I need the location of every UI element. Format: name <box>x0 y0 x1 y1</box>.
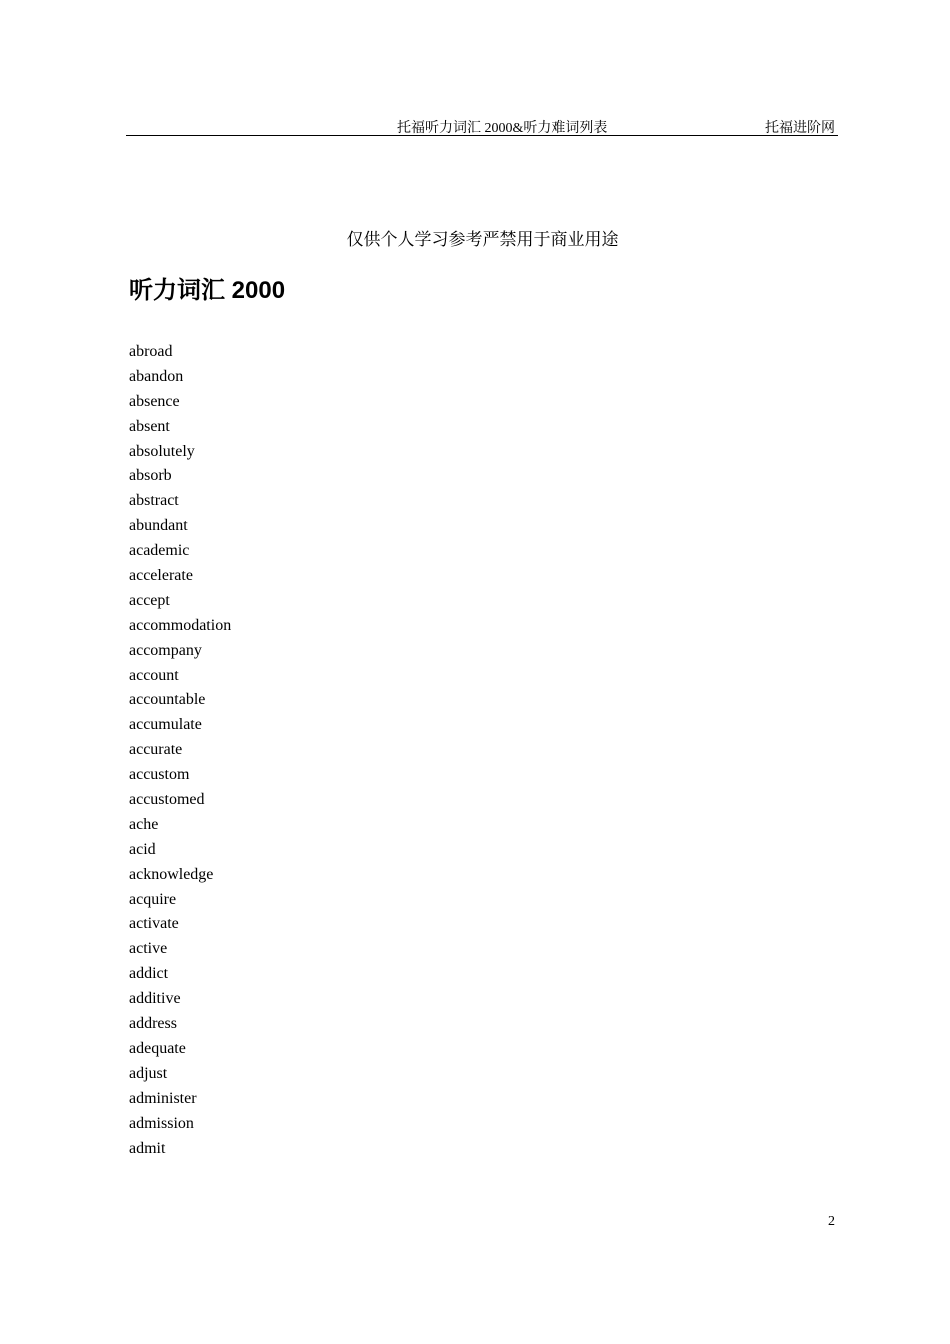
vocabulary-word: acid <box>129 840 156 858</box>
vocabulary-word: adequate <box>129 1039 186 1057</box>
vocabulary-word: active <box>129 940 168 958</box>
vocabulary-word: accelerate <box>129 567 193 585</box>
vocabulary-word: admission <box>129 1114 194 1132</box>
header-document-title: 托福听力词汇 2000&听力难词列表 <box>397 121 608 136</box>
vocabulary-word: accurate <box>129 741 183 759</box>
vocabulary-word: ache <box>129 815 159 833</box>
vocabulary-word: accumulate <box>129 716 202 734</box>
vocabulary-word: abandon <box>129 367 184 385</box>
vocabulary-list <box>129 340 231 1161</box>
vocabulary-word: accountable <box>129 691 206 709</box>
vocabulary-word: adjust <box>129 1064 168 1082</box>
vocabulary-word: absorb <box>129 467 172 485</box>
page-number: 2 <box>828 1214 835 1229</box>
vocabulary-word: accommodation <box>129 616 232 634</box>
vocabulary-word: accustom <box>129 766 190 784</box>
vocabulary-word: abundant <box>129 517 188 535</box>
page-header <box>126 116 838 136</box>
usage-notice: 仅供个人学习参考严禁用于商业用途 <box>346 230 619 249</box>
vocabulary-word: accept <box>129 591 170 609</box>
vocabulary-word: absolutely <box>129 442 195 460</box>
vocabulary-word: abroad <box>129 343 173 360</box>
vocabulary-word: administer <box>129 1089 197 1107</box>
vocabulary-word: accustomed <box>129 791 205 809</box>
vocabulary-word: addict <box>129 965 169 983</box>
vocabulary-word: acquire <box>129 890 177 908</box>
vocabulary-word: absent <box>129 417 170 435</box>
vocabulary-word: account <box>129 666 179 684</box>
vocabulary-word: activate <box>129 915 179 933</box>
header-site-name: 托福进阶网 <box>765 121 835 136</box>
vocabulary-word: admit <box>129 1139 166 1157</box>
vocabulary-word: abstract <box>129 492 179 510</box>
vocabulary-word: acknowledge <box>129 865 214 883</box>
vocabulary-word: address <box>129 1015 177 1033</box>
vocabulary-word: academic <box>129 542 190 560</box>
vocabulary-word: additive <box>129 990 181 1008</box>
vocabulary-word: absence <box>129 392 180 410</box>
vocabulary-word: accompany <box>129 641 202 659</box>
section-title: 听力词汇 2000 <box>129 277 286 304</box>
